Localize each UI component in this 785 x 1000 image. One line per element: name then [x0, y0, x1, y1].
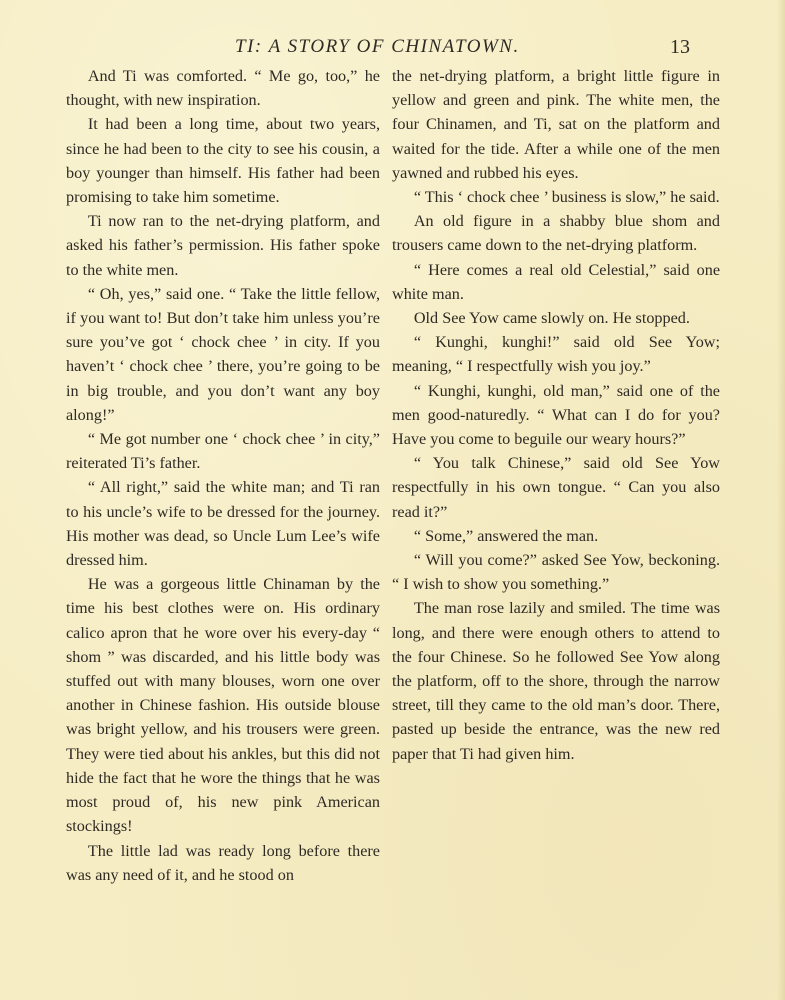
paragraph: “ Kunghi, kunghi!” said old See Yow; meaning, “ I respectfully wish you joy.” — [392, 333, 720, 376]
paragraph: “ Here comes a real old Celestial,” said one white man. — [392, 260, 720, 303]
paragraph: “ All right,” said the white man; and Ti ran to his uncle’s wife to be dressed for the journey. His mother was dead, so Uncle Lum Lee’s wife dressed him. — [66, 478, 380, 570]
page-edge-shadow — [777, 0, 785, 1000]
paragraph-continued: the net-drying platform, a bright little figure in yellow and green and pink. The white men, the four Chinamen, and Ti, sat on the platform and waited for the tide. After a while one of the men yawned and rubbed his eyes. — [392, 67, 720, 182]
paragraph: And Ti was comforted. “ Me go, too,” he thought, with new inspiration. — [66, 67, 380, 110]
paragraph: “ Will you come?” asked See Yow, beckoning. “ I wish to show you something.” — [392, 551, 720, 594]
running-title: TI: A STORY OF CHINATOWN. — [235, 36, 520, 57]
page-number: 13 — [670, 36, 690, 58]
paragraph: Old See Yow came slowly on. He stopped. — [413, 309, 690, 328]
paragraph: “ Some,” answered the man. — [413, 526, 599, 545]
page-header — [0, 36, 785, 60]
paragraph: The little lad was ready long before there was any need of it, and he stood on — [66, 841, 380, 884]
paragraph: He was a gorgeous little Chinaman by the time his best clothes were on. His ordinary calico apron that he wore over his every-day “ shom ” was discarded, and his little body was stuffed out with many blouses, worn one over another in Chinese fashion. His outside blouse was bright yellow, and his trousers were green. They were tied about his ankles, but this did not hide the fact that he wore the things that he was most proud of, his new pink American stockings! — [66, 575, 380, 836]
paragraph: Ti now ran to the net-drying platform, and asked his father’s permission. His father spoke to the white men. — [66, 212, 380, 279]
paragraph: “ You talk Chinese,” said old See Yow respectfully in his own tongue. “ Can you also read it?” — [392, 454, 720, 521]
paragraph: The man rose lazily and smiled. The time was long, and there were enough others to attend to the four Chinese. So he followed See Yow along the platform, off to the shore, through the narrow street, till they came to the old man’s door. There, pasted up beside the entrance, was the new red paper that Ti had given him. — [392, 599, 720, 763]
paragraph: “ Me got number one ‘ chock chee ’ in city,” reiterated Ti’s father. — [66, 430, 380, 473]
right-column — [392, 64, 720, 766]
paragraph: “ Kunghi, kunghi, old man,” said one of the men good-naturedly. “ What can I do for you? Have you come to beguile our weary hours?” — [392, 381, 720, 449]
paragraph: An old figure in a shabby blue shom and trousers came down to the net-drying platform. — [392, 212, 720, 255]
paragraph: “ Oh, yes,” said one. “ Take the little fellow, if you want to! But don’t take him unless you’re sure you’ve got ‘ chock chee ’ in city. If you haven’t ‘ chock chee ’ there, you’re going to be in big trouble, and you don’t want any boy along!” — [66, 284, 380, 424]
paragraph: “ This ‘ chock chee ’ business is slow,” he said. — [413, 188, 720, 207]
left-column — [66, 64, 380, 887]
paragraph: It had been a long time, about two years, since he had been to the city to see his cousin, a boy younger than himself. His father had been promising to take him sometime. — [66, 115, 380, 207]
